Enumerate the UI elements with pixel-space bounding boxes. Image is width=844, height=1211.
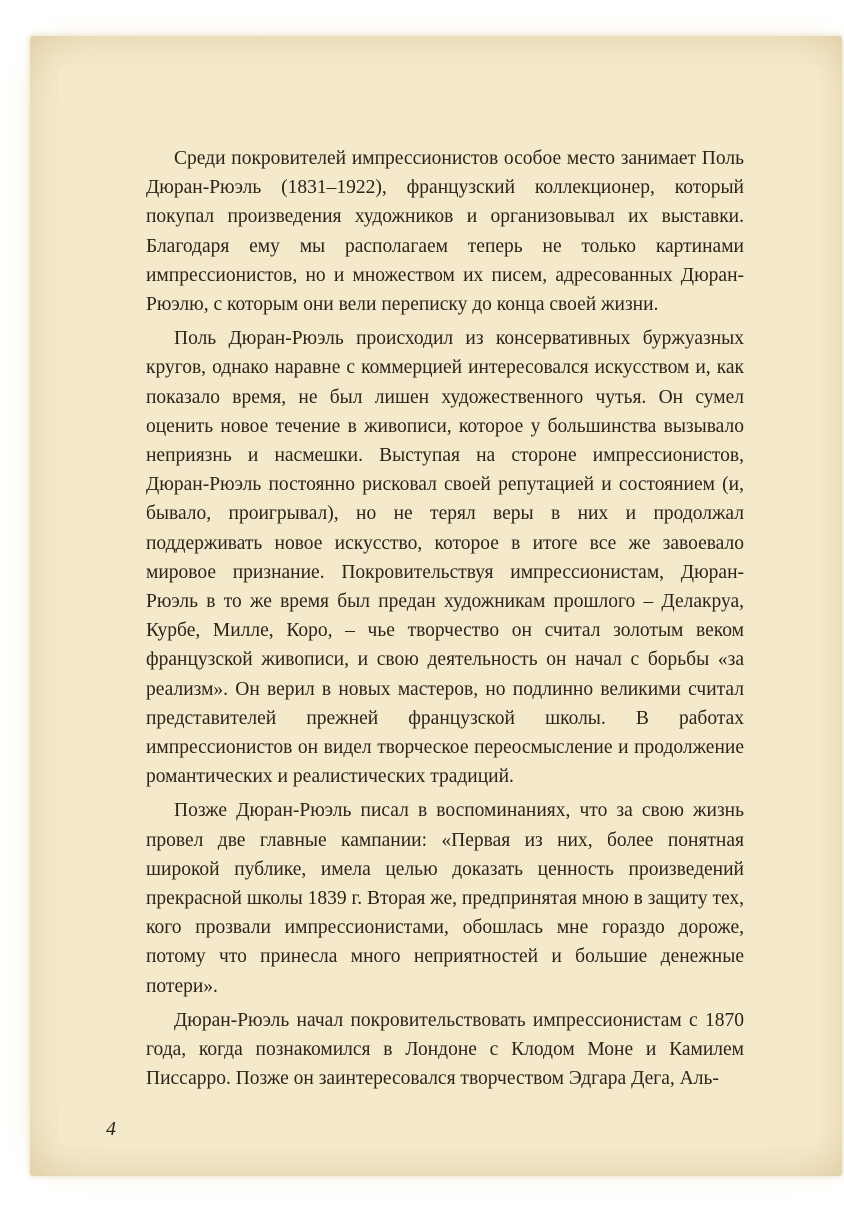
- paragraph: Позже Дюран-Рюэль писал в воспоминаниях, что за свою жизнь провел две главные кампании: «Первая из них, более понятная широкой публике, имела целью доказать ценность произведений прекрасной школы 1839 г. Вторая же, предпринятая мною в защиту тех, кого прозвали импрессионистами, обошлась мне гораздо дороже, потому что принесла много неприятностей и большие денежные потери».: [146, 800, 744, 997]
- page-number: 4: [106, 1118, 116, 1140]
- paragraph: Поль Дюран-Рюэль происходил из консервативных буржуазных кругов, однако наравне с коммерцией интересовался искусством и, как показало время, не был лишен художественного чутья. Он сумел оценить новое течение в живописи, которое у большинства вызывало неприязнь и насмешки. Выступая на стороне импрессионистов, Дюран-Рюэль постоянно рисковал своей репутацией и состоянием (и, бывало, проигрывал), но не терял веры в них и продолжал поддерживать новое искусство, которое в итоге все же завоевало мировое признание. Покровительствуя импрессионистам, Дюран-Рюэль в то же время был предан художникам прошлого – Делакруа, Курбе, Милле, Коро, – чье творчество он считал золотым веком французской живописи, и свою деятельность он начал с борьбы «за реализм». Он верил в новых мастеров, но подлинно великими считал представителей прежней французской школы. В работах импрессионистов он видел творческое переосмысление и продолжение романтических и реалистических традиций.: [146, 328, 744, 788]
- body-text: [146, 144, 744, 1099]
- paragraph: Дюран-Рюэль начал покровительствовать импрессионистам с 1870 года, когда познакомился в Лондоне с Клодом Моне и Камилем Писсарро. Позже он заинтересовался творчеством Эдгара Дега, Аль-: [146, 1009, 744, 1090]
- paragraph: Среди покровителей импрессионистов особое место занимает Поль Дюран-Рюэль (1831–1922), французский коллекционер, который покупал произведения художников и организовывал их выставки. Благодаря ему мы располагаем теперь не только картинами импрессионистов, но и множеством их писем, адресованных Дюран-Рюэлю, с которым они вели переписку до конца своей жизни.: [146, 148, 744, 316]
